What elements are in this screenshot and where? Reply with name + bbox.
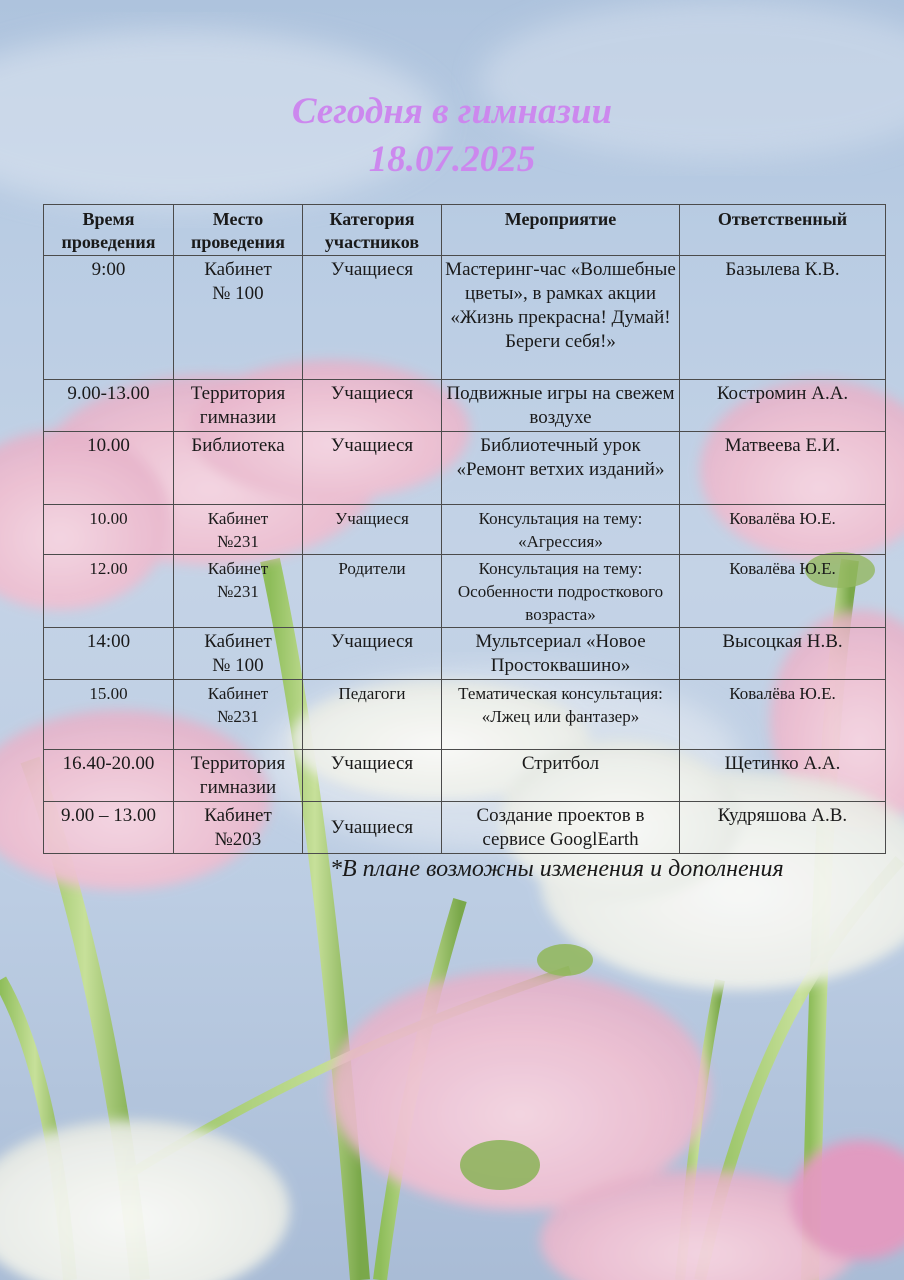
cell-event: Тематическая консультация: «Лжец или фантазер»: [442, 680, 680, 750]
cell-category: Родители: [303, 555, 442, 628]
cell-place: Кабинет № 100: [174, 256, 303, 380]
cell-event: Библиотечный урок «Ремонт ветхих изданий»: [442, 432, 680, 505]
table-row: [44, 628, 886, 680]
header-place: Место проведения: [174, 205, 303, 256]
cell-place: Кабинет №231: [174, 505, 303, 555]
page-title: Сегодня в гимназии: [291, 91, 613, 132]
table-row: [44, 680, 886, 750]
cell-responsible: Кудряшова А.В.: [680, 802, 886, 854]
cell-place: Территория гимназии: [174, 750, 303, 802]
changes-note: *В плане возможны изменения и дополнения: [330, 856, 784, 882]
cell-responsible: Щетинко А.А.: [680, 750, 886, 802]
cell-place: Территория гимназии: [174, 380, 303, 432]
cell-responsible: Ковалёва Ю.Е.: [680, 505, 886, 555]
cell-event: Подвижные игры на свежем воздухе: [442, 380, 680, 432]
table-row: [44, 750, 886, 802]
table-header-row: [44, 205, 886, 256]
cell-event: Стритбол: [442, 750, 680, 802]
cell-responsible: Матвеева Е.И.: [680, 432, 886, 505]
cell-category: Учащиеся: [303, 628, 442, 680]
page-date: 18.07.2025: [368, 139, 536, 180]
cell-time: 10.00: [44, 432, 174, 505]
cell-time: 9:00: [44, 256, 174, 380]
table-row: [44, 802, 886, 854]
cell-category: Учащиеся: [303, 505, 442, 555]
header-category: Категория участников: [303, 205, 442, 256]
table-row: [44, 555, 886, 628]
cell-time: 9.00 – 13.00: [44, 802, 174, 854]
cell-responsible: Ковалёва Ю.Е.: [680, 555, 886, 628]
cell-event: Мастеринг-час «Волшебные цветы», в рамках акции «Жизнь прекрасна! Думай! Береги себя!»: [442, 256, 680, 380]
cell-category: Педагоги: [303, 680, 442, 750]
table-row: [44, 432, 886, 505]
cell-place: Кабинет № 100: [174, 628, 303, 680]
cell-category: Учащиеся: [303, 380, 442, 432]
cell-time: 9.00-13.00: [44, 380, 174, 432]
cell-category: Учащиеся: [303, 802, 442, 854]
cell-place: Библиотека: [174, 432, 303, 505]
cell-event: Консультация на тему: Особенности подросткового возраста»: [442, 555, 680, 628]
cell-place: Кабинет №231: [174, 680, 303, 750]
table-row: [44, 380, 886, 432]
cell-time: 15.00: [44, 680, 174, 750]
cell-place: Кабинет №203: [174, 802, 303, 854]
cell-category: Учащиеся: [303, 432, 442, 505]
table-row: [44, 256, 886, 380]
cell-event: Мультсериал «Новое Простоквашино»: [442, 628, 680, 680]
cell-responsible: Костромин А.А.: [680, 380, 886, 432]
cell-place: Кабинет №231: [174, 555, 303, 628]
schedule-table: [43, 204, 886, 854]
cell-responsible: Высоцкая Н.В.: [680, 628, 886, 680]
cell-responsible: Ковалёва Ю.Е.: [680, 680, 886, 750]
header-time: Время проведения: [44, 205, 174, 256]
cell-time: 12.00: [44, 555, 174, 628]
header-responsible: Ответственный: [680, 205, 886, 256]
cell-time: 14:00: [44, 628, 174, 680]
cell-category: Учащиеся: [303, 256, 442, 380]
cell-event: Консультация на тему: «Агрессия»: [442, 505, 680, 555]
cell-responsible: Базылева К.В.: [680, 256, 886, 380]
table-row: [44, 505, 886, 555]
cell-event: Создание проектов в сервисе GooglEarth: [442, 802, 680, 854]
cell-category: Учащиеся: [303, 750, 442, 802]
cell-time: 16.40-20.00: [44, 750, 174, 802]
header-event: Мероприятие: [442, 205, 680, 256]
cell-time: 10.00: [44, 505, 174, 555]
